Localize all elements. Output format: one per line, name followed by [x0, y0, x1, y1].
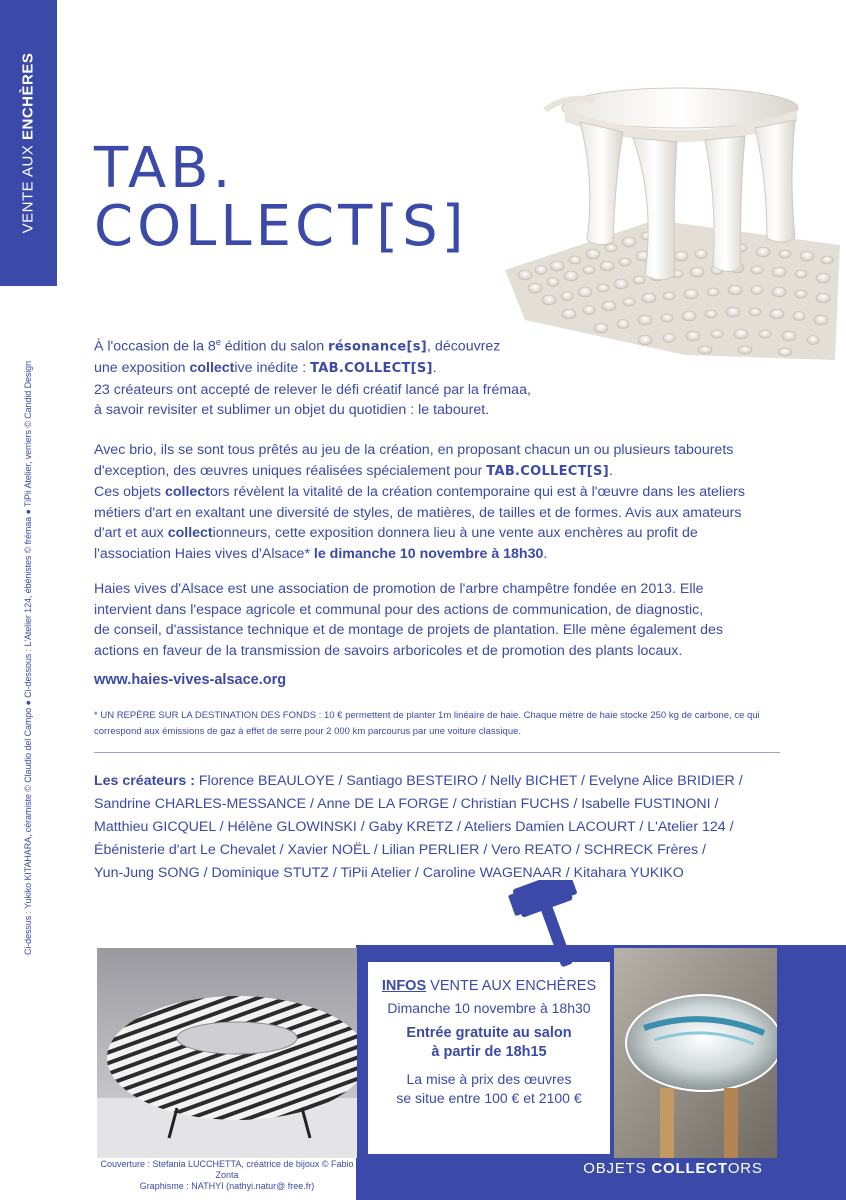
info-price: La mise à prix des œuvres se situe entre 100 € et 2100 € [396, 1071, 582, 1106]
creators-line-1: Les créateurs : Florence BEAULOYE / Santiago BESTEIRO / Nelly BICHET / Evelyne Alice BRIDIER / [94, 773, 743, 789]
description-paragraph [94, 440, 814, 564]
intro-line-1: À l'occasion de la 8e édition du salon résonance[s], découvrez [94, 337, 501, 355]
creators-list [94, 770, 784, 885]
para3-line-2: intervient dans l'espace agricole et communal pour des actions de communication, de diagnostic, [94, 601, 704, 618]
para2-line-5: d'art et aux collectionneurs, cette exposition donnera lieu à une vente aux enchères au profit de [94, 525, 698, 541]
para2-line-3: Ces objets collectors révèlent la vitalité de la création contemporaine qui est à l'œuvre dans les ateliers [94, 484, 745, 500]
intro-line-2: une exposition collective inédite : TAB.COLLECT[S]. [94, 360, 437, 377]
gavel-icon [486, 880, 596, 975]
info-entry: Entrée gratuite au salon à partir de 18h15 [406, 1025, 572, 1060]
brand-resonances: résonance[s] [328, 339, 428, 355]
cover-credit: Couverture : Stefania LUCCHETTA, créatrice de bijoux © Fabio Zonta Graphisme : NATHYI (nathyi.natur@ free.fr) [100, 1159, 354, 1191]
objets-collectors-label: OBJETS COLLECTORS [583, 1160, 763, 1177]
striped-pouf-image [97, 948, 357, 1158]
info-title: INFOS VENTE AUX ENCHÈRES [381, 978, 597, 994]
para3-line-1: Haies vives d'Alsace est une association de promotion de l'arbre champêtre fondée en 2013. Elle [94, 581, 704, 597]
para2-line-2: d'exception, des œuvres uniques réalisées spécialement pour TAB.COLLECT[S]. [94, 462, 613, 479]
creators-line-4: Ébénisterie d'art Le Chevalet / Xavier NOËL / Lilian PERLIER / Vero REATO / SCHRECK Frères / [94, 842, 706, 858]
photo-credits: Ci-dessus : Yukiko KITAHARA, céramiste © Claudio del Campo ● Ci-dessous : L'Atelier 124, ébénistes © frémaa ● TiPii Atelier, verriers © Candid Design [23, 361, 33, 956]
para2-line-1: Avec brio, ils se sont tous prêtés au jeu de la création, en proposant chacun un ou plusieurs tabourets [94, 442, 734, 458]
footnote-line-1: * UN REPÈRE SUR LA DESTINATION DES FONDS : 10 € permettent de planter 1m linéaire de haie. Chaque mètre de haie stocke 250 kg de carbone, ce qui [94, 710, 760, 721]
auction-info-box [368, 962, 610, 1154]
association-paragraph [94, 579, 814, 661]
divider [94, 752, 780, 753]
title-line-2: COLLECT[S] [94, 194, 468, 259]
hero-stool-image [505, 70, 840, 360]
page-title [94, 136, 468, 259]
side-band-label: VENTE AUX ENCHÈRES [19, 52, 37, 234]
intro-line-4: à savoir revisiter et sublimer un objet du quotidien : le tabouret. [94, 402, 490, 419]
para3-line-3: de conseil, d'assistance technique et de montage de projets de plantation. Elle mène également des [94, 622, 723, 638]
creators-line-3: Matthieu GICQUEL / Hélène GLOWINSKI / Gaby KRETZ / Ateliers Damien LACOURT / L'Atelier 124 / [94, 819, 734, 835]
website-link[interactable]: www.haies-vives-alsace.org [94, 672, 287, 688]
title-line-1: TAB. [94, 136, 235, 201]
info-date: Dimanche 10 novembre à 18h30 [387, 1000, 591, 1016]
intro-paragraph [94, 332, 554, 421]
para2-line-4: métiers d'art en exaltant une diversité de styles, de matières, de tailles et de formes. Avis aux amateurs [94, 504, 742, 521]
creators-label: Les créateurs : [94, 773, 195, 789]
side-band [0, 0, 57, 286]
intro-line-3: 23 créateurs ont accepté de relever le défi créatif lancé par la frémaa, [94, 381, 531, 398]
footnote [94, 708, 784, 740]
para3-line-4: actions en faveur de la transmission de savoirs arboricoles et de promotion des plants locaux. [94, 642, 683, 659]
footnote-line-2: correspond aux émissions de gaz à effet de serre pour 2 000 km parcourus par une voiture classique. [94, 726, 522, 737]
glass-stool-image [614, 948, 777, 1158]
creators-line-2: Sandrine CHARLES-MESSANCE / Anne DE LA FORGE / Christian FUCHS / Isabelle FUSTINONI / [94, 796, 719, 812]
para2-line-6: l'association Haies vives d'Alsace* le dimanche 10 novembre à 18h30. [94, 545, 548, 562]
creators-line-5: Yun-Jung SONG / Dominique STUTZ / TiPii Atelier / Caroline WAGENAAR / Kitahara YUKIKO [94, 865, 684, 881]
